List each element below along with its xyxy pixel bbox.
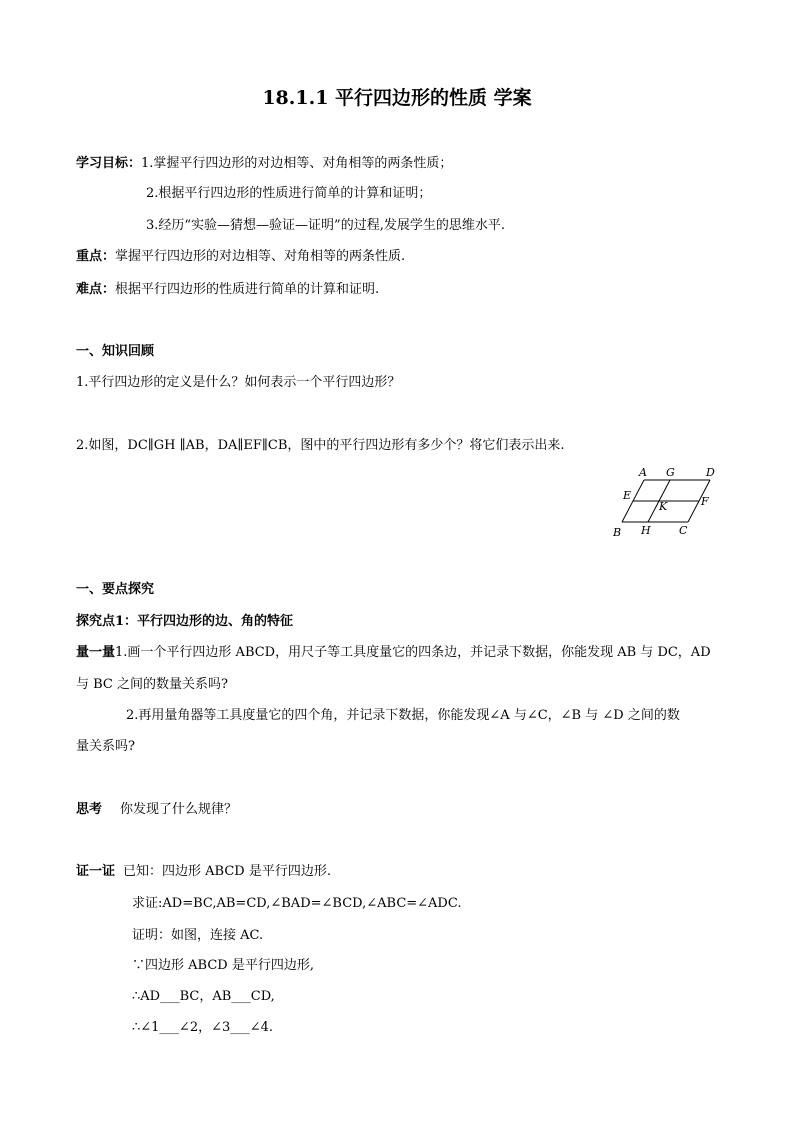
key-point-text: 掌握平行四边形的对边相等、对角相等的两条性质. — [115, 249, 406, 264]
measure-text-1: 1.画一个平行四边形 ABCD，用尺子等工具度量它的四条边，并记录下数据，你能发现 AB 与 DC，AD — [115, 645, 711, 660]
think-text: 你发现了什么规律？ — [120, 802, 238, 817]
point-label-e: E — [623, 489, 632, 502]
review-question-2: 2.如图，DC∥GH ∥AB，DA∥EF∥CB，图中的平行四边形有多少个？将它们表示出来. — [76, 438, 565, 453]
section-heading-review: 一、知识回顾 — [76, 344, 155, 359]
prove-line-4: ∴AD___BC，AB___CD, — [132, 989, 275, 1004]
think-label: 思考 — [76, 802, 103, 817]
prove-label: 证一证 — [76, 864, 116, 879]
point-label-a: A — [639, 466, 647, 479]
objectives-label: 学习目标： — [76, 156, 142, 171]
point-label-f: F — [701, 495, 709, 508]
prove-known: 已知：四边形 ABCD 是平行四边形. — [123, 864, 331, 879]
parallelogram-figure — [606, 464, 732, 542]
measure-label: 量一量 — [76, 645, 116, 660]
page-title: 18.1.1 平行四边形的性质 学案 — [262, 87, 532, 109]
objective-item-3: 3.经历“实验—猜想—验证—证明”的过程,发展学生的思维水平. — [146, 218, 505, 233]
point-label-d: D — [706, 466, 715, 479]
point-label-k: K — [659, 500, 668, 513]
measure-line-2: 与 BC 之间的数量关系吗? — [76, 677, 228, 692]
difficulty-label: 难点： — [76, 282, 116, 297]
objective-line-1 — [76, 156, 452, 172]
section-heading-explore: 一、要点探究 — [76, 582, 155, 597]
objective-item-1: 1.掌握平行四边形的对边相等、对角相等的两条性质； — [141, 156, 453, 171]
point-label-g: G — [666, 466, 675, 479]
point-label-h: H — [641, 524, 651, 537]
difficulty-text: 根据平行四边形的性质进行简单的计算和证明. — [115, 282, 380, 297]
prove-line-2: 证明：如图，连接 AC. — [132, 928, 264, 943]
prove-known-line — [76, 864, 331, 880]
point-label-b: B — [613, 526, 622, 539]
difficulty-line — [76, 282, 379, 298]
key-point-label: 重点： — [76, 249, 116, 264]
point-label-c: C — [679, 524, 688, 537]
prove-line-3: ∵四边形 ABCD 是平行四边形, — [132, 958, 314, 973]
prove-line-5: ∴∠1___∠2，∠3___∠4. — [132, 1020, 274, 1035]
objective-item-2: 2.根据平行四边形的性质进行简单的计算和证明； — [146, 186, 432, 201]
measure-line-1 — [76, 645, 711, 661]
prove-line-1: 求证:AD=BC,AB=CD,∠BAD=∠BCD,∠ABC=∠ADC. — [132, 896, 462, 911]
key-point-line — [76, 249, 405, 265]
review-question-1: 1.平行四边形的定义是什么？如何表示一个平行四边形？ — [76, 375, 401, 390]
explore-point-1-title: 探究点1：平行四边形的边、角的特征 — [76, 614, 294, 629]
think-line — [76, 802, 237, 818]
measure-line-3: 2.再用量角器等工具度量它的四个角，并记录下数据，你能发现∠A 与∠C，∠B 与 ∠D 之间的数 — [126, 708, 680, 723]
measure-line-4: 量关系吗? — [76, 739, 135, 754]
